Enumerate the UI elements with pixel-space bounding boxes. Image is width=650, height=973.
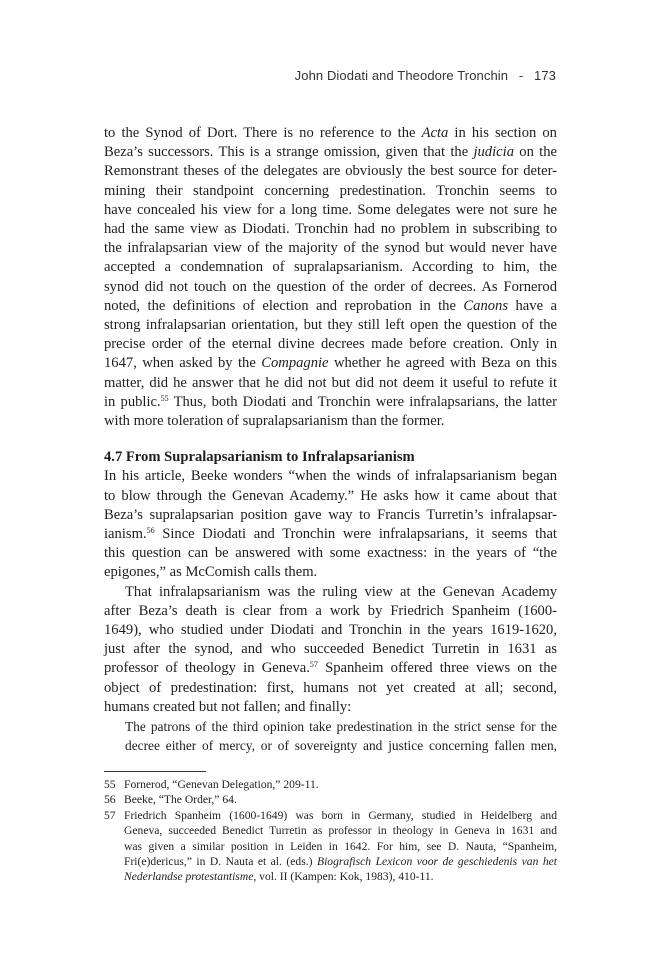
footnote-ref-57: 57 xyxy=(309,660,318,670)
footnotes xyxy=(104,777,557,885)
header-separator: - xyxy=(518,68,524,83)
text-line: 1647, when asked by the Compagnie whether he agreed with Beza on this xyxy=(104,355,557,372)
text-line: mining their standpoint concerning predestination. Tronchin seems to xyxy=(104,182,557,199)
text-line: Remonstrant theses of the delegates are obviously the best source for deter- xyxy=(104,163,557,180)
footnote-number: 57 xyxy=(104,808,116,822)
text-line: ianism.$^{56}$ Since Diodati and Tronchin were infralapsarians, it seems that xyxy=(104,526,557,543)
section-heading: 4.7 From Supralapsarianism to Infralapsarianism xyxy=(104,449,415,466)
text-line: this question can be answered with some exactness: in the years of “the xyxy=(104,545,557,562)
page-number: 173 xyxy=(534,68,556,83)
footnote-text: was given a similar position in Leiden in 1642. For him, see D. Nauta, “Spanheim, xyxy=(124,839,557,853)
block-quote xyxy=(125,718,557,755)
footnote-text: Fornerod, “Genevan Delegation,” 209-11. xyxy=(124,778,319,791)
body-text xyxy=(104,124,557,717)
footnote-text: Friedrich Spanheim (1600-1649) was born in Germany, studied in Heidelberg and xyxy=(124,808,557,822)
text-line: synod did not touch on the question of the order of decrees. As Fornerod xyxy=(104,278,557,295)
paragraph-1 xyxy=(104,124,557,431)
footnote-text: Geneva, succeeded Benedict Turretin as professor in theology in Geneva in 1631 and xyxy=(124,824,557,838)
text-line: object of predestination: first, humans not yet created at all; second, xyxy=(104,679,557,696)
footnote-text: Nederlandse protestantisme, vol. II (Kampen: Kok, 1983), 410-11. xyxy=(124,870,434,884)
footnote-55 xyxy=(104,777,557,792)
text-line: humans created but not fallen; and finally: xyxy=(104,698,352,715)
footnote-text: Beeke, “The Order,” 64. xyxy=(124,793,237,807)
text-line: epigones,” as McComish calls them. xyxy=(104,564,318,581)
footnote-divider xyxy=(104,771,206,772)
footnote-ref-55: 55 xyxy=(160,393,169,403)
text-line: accepted a condemnation of supralapsarianism. According to him, the xyxy=(104,259,557,276)
text-line: to blow through the Genevan Academy.” He asks how it came about that xyxy=(104,487,557,504)
paragraph-3 xyxy=(104,583,557,717)
text-line: with more toleration of supralapsarianism than the former. xyxy=(104,413,445,430)
paragraph-2 xyxy=(104,467,557,582)
text-line: 1649), who studied under Diodati and Tronchin in the years 1619-1620, xyxy=(104,622,557,639)
footnote-number: 55 xyxy=(104,778,116,791)
quote-line: decree either of mercy, or of sovereignty and justice concerning fallen men, xyxy=(125,737,557,753)
footnote-number: 56 xyxy=(104,793,116,807)
text-line: Beza’s supralapsarian position gave way to Francis Turretin’s infralapsar- xyxy=(104,506,557,523)
text-line: have concealed his view for a long time. Some delegates were not sure he xyxy=(104,201,557,218)
footnote-text: Fri(e)dericus,” in D. Nauta et al. (eds.) Biografisch Lexicon voor de geschiedenis van het xyxy=(124,855,558,869)
footnote-ref-56: 56 xyxy=(146,526,155,536)
text-line: precise order of the eternal divine decrees made before creation. Only in xyxy=(104,336,557,353)
text-line: Beza’s successors. This is a strange omission, given that the judicia on the xyxy=(104,144,557,161)
text-line: the infralapsarian view of the majority of the synod but would never have xyxy=(104,240,557,257)
text-line: matter, did he answer that he did not but did not deem it useful to refute it xyxy=(104,374,557,391)
text-line: professor of theology in Geneva.$^{57}$ Spanheim offered three views on the xyxy=(104,660,557,677)
running-title: John Diodati and Theodore Tronchin xyxy=(294,68,509,83)
quote-line: The patrons of the third opinion take predestination in the strict sense for the xyxy=(125,719,557,734)
running-header xyxy=(295,68,556,83)
text-line: strong infralapsarian orientation, but they still left open the question of the xyxy=(104,317,557,334)
text-line: just after the synod, and who succeeded Benedict Turretin in 1631 as xyxy=(104,641,557,658)
text-line: had the same view as Diodati. Tronchin had no problem in subscribing to xyxy=(104,221,557,238)
text-line: in public.$^{55}$ Thus, both Diodati and Tronchin were infralapsarians, the latter xyxy=(104,393,557,410)
text-line: after Beza’s death is clear from a work by Friedrich Spanheim (1600- xyxy=(104,602,557,619)
text-line: noted, the definitions of election and reprobation in the Canons have a xyxy=(104,297,557,314)
text-line: to the Synod of Dort. There is no reference to the Acta in his section on xyxy=(104,125,557,141)
text-line: That infralapsarianism was the ruling view at the Genevan Academy xyxy=(125,583,557,600)
footnote-56 xyxy=(104,792,557,807)
footnote-57 xyxy=(104,808,557,885)
text-line: In his article, Beeke wonders “when the winds of infralapsarianism began xyxy=(104,468,557,485)
